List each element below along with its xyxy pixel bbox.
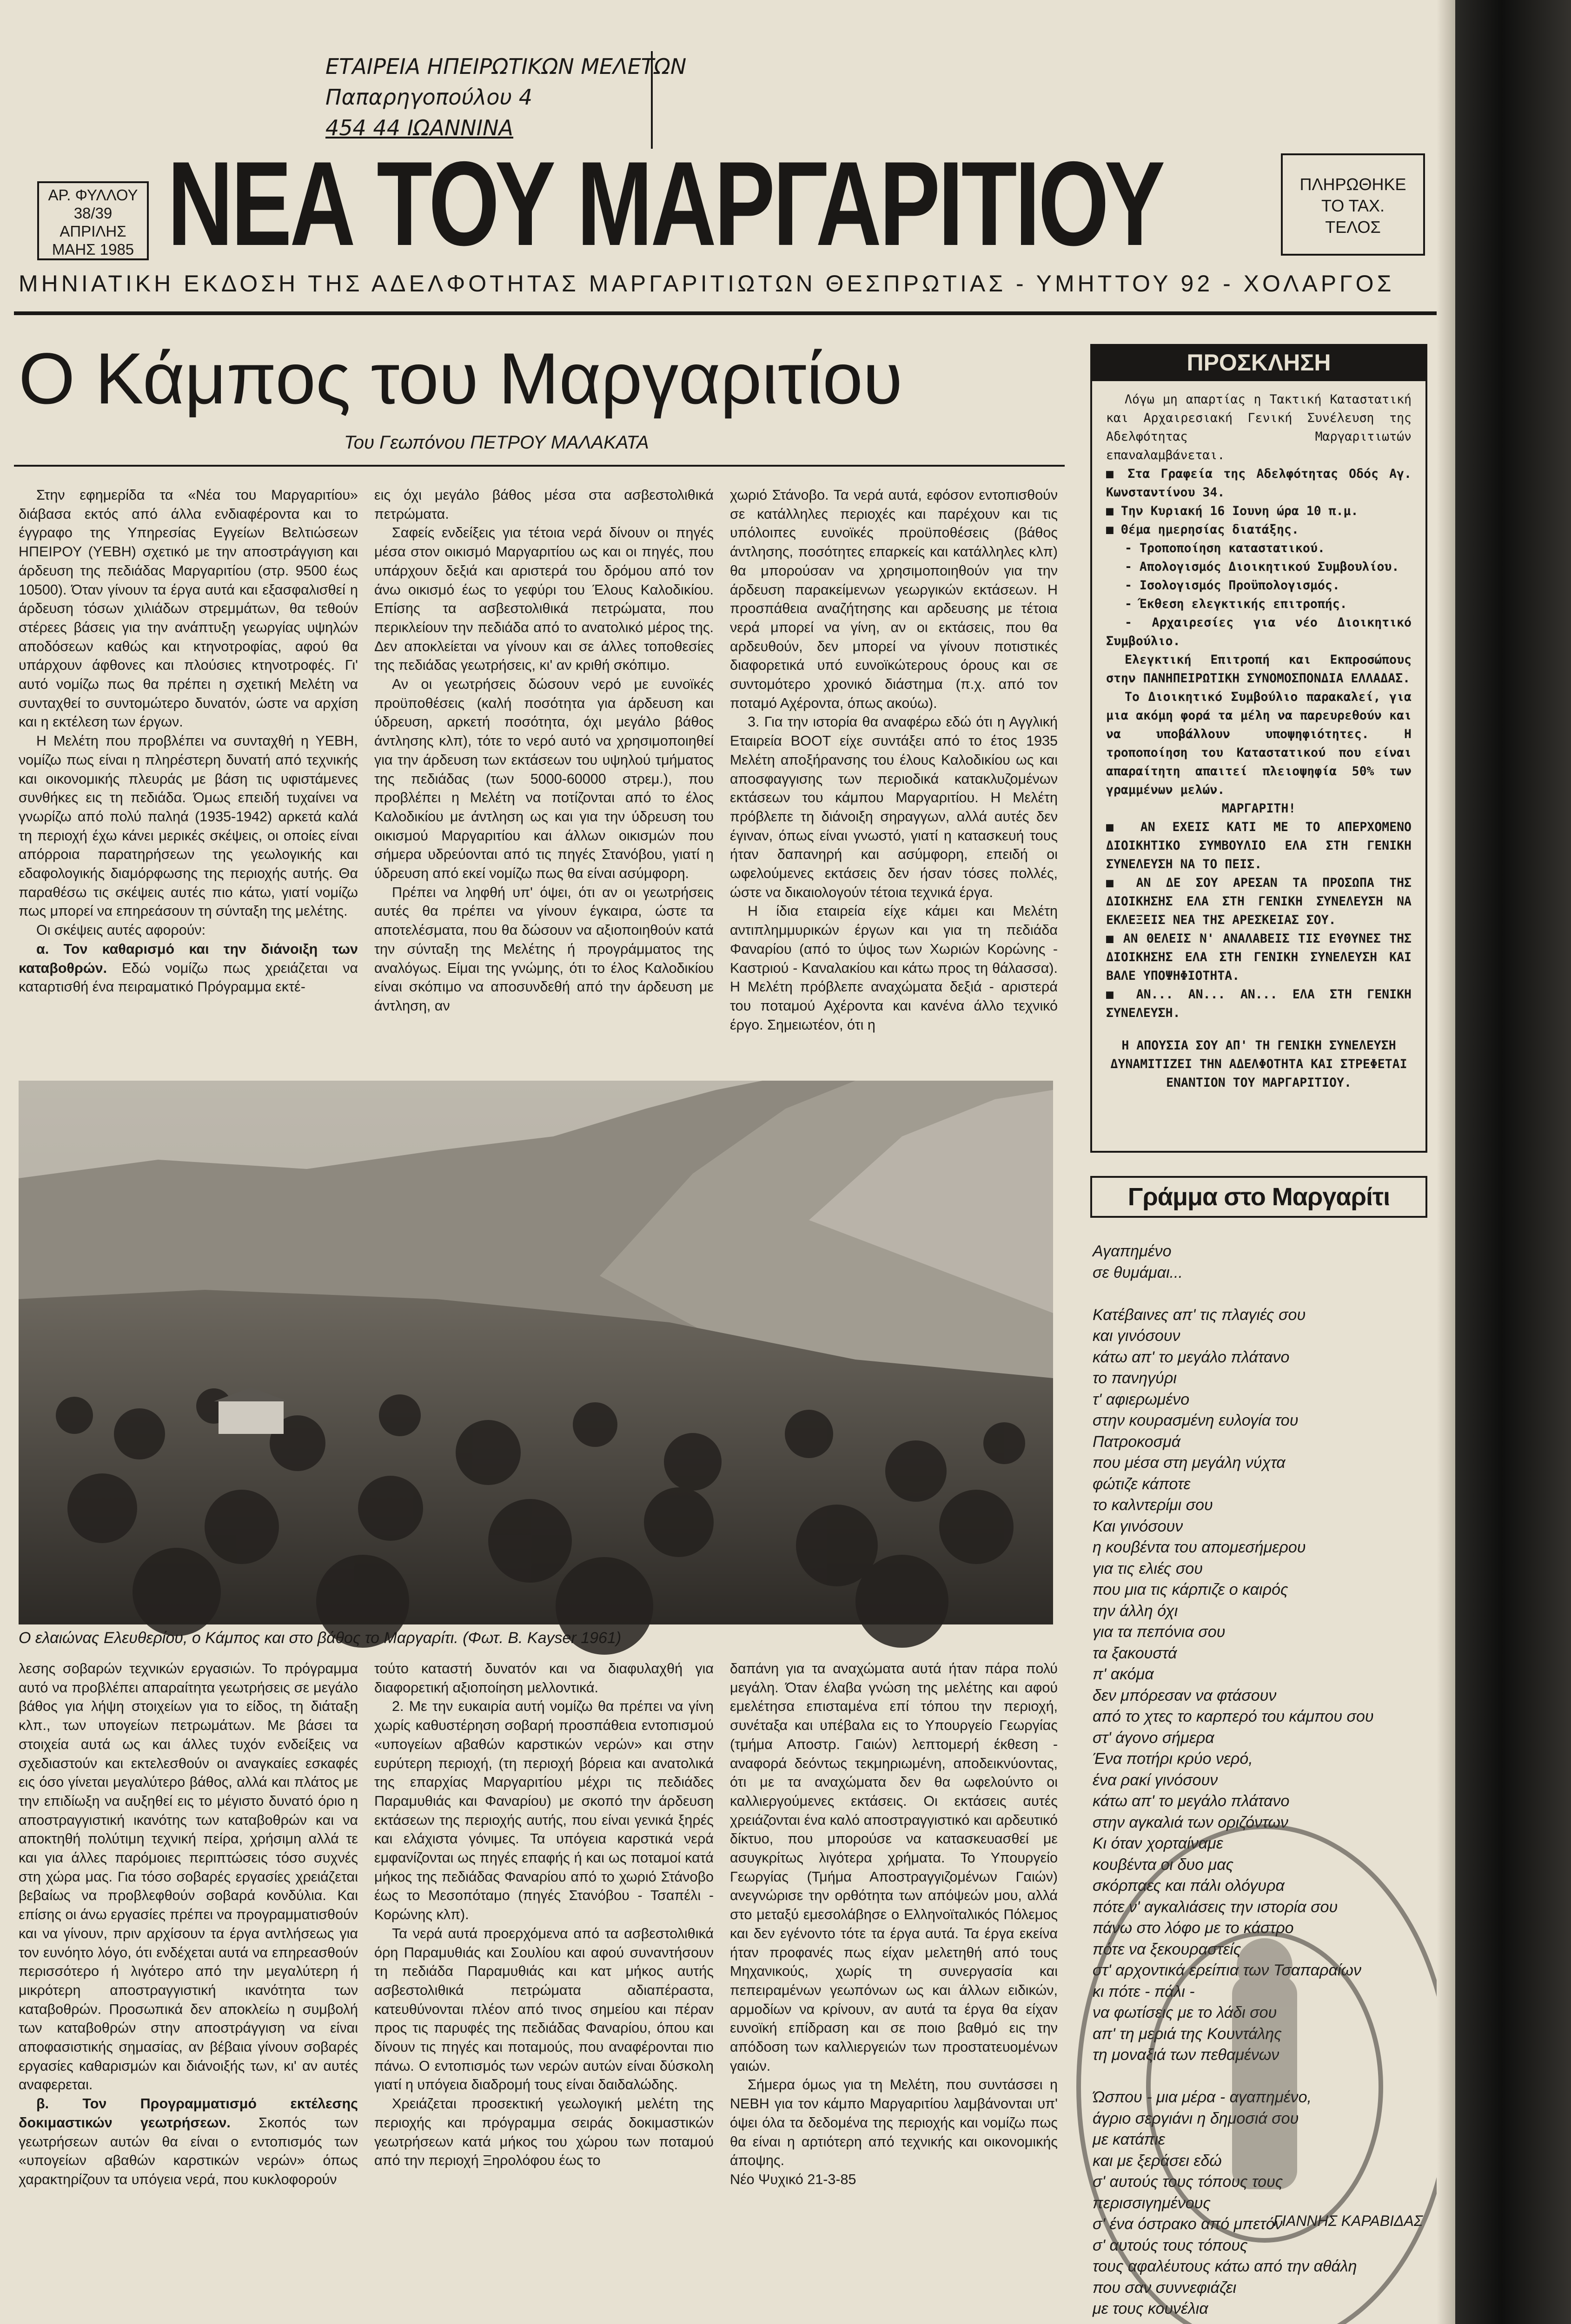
page-gutter-shadow [1437, 0, 1455, 2324]
paragraph-text: Σκοπός των γεωτρήσεων αυτών θα είναι ο εντοπισμός των «υπογείων αβαθών καρστικών νερών» όπως χαρακτηρίζουν τα υπόγεια νερά, που κυκλοφορούν [19, 2114, 358, 2187]
paragraph: τούτο καταστή δυνατόν και να διαφυλαχθή για διαφορετική αξιοποίηση μελλοντικά. [374, 1661, 714, 1696]
article-lower-column-3 [730, 1659, 1058, 2324]
masthead-rule [14, 311, 1441, 315]
poem-line: φώτιζε κάποτε [1093, 1475, 1191, 1493]
poem-line: κάτω απ' το μεγάλο πλάτανο [1093, 1792, 1290, 1810]
invitation-item: ■ Στα Γραφεία της Αδελφότητας Οδός Αγ. Κωνσταντίνου 34. [1106, 467, 1412, 500]
poem-line: πότε ν' αγκαλιάσεις την ιστορία σου [1093, 1898, 1338, 1916]
paragraph: δαπάνη για τα αναχώματα αυτά ήταν πάρα πολύ μεγάλη. Όταν έλαβα γνώση της μελέτης και αφού εμελέτησα επισταμένα επί τόπου την περιοχή, συνέταξα και υπέβαλα εις το Υπουργείο Γεωργίας (τμήμα Αποστρ. Γαιών) λεπτομερή έκθεση - αναφορά δεόντως τεκμηριωμένη, αποδεικνύοντας, ότι με τα αναχώματα δεν θα ωφελούντο οι καλλιεργούμενες εκτάσεις. Οι εκτάσεις αυτές χρειάζονται ένα καλό αποστραγγιστικό και αρδευτικό δίκτυο, που μπορούσε να κατασκευασθεί με ασυγκρίτως λιγότερα χρήματα. Το Υπουργείο Γεωργίας (Τμήμα Αποστραγγιζομένων Γαιών) ανεγνώρισε την ορθότητα των απόψεών μου, αλλά στο μεταξύ εμεσολάβησε ο Ελληνοϊταλικός Πόλεμος και δεν εγένοντο τότε τα έργα αυτά. Τα έργα εκείνα ήταν προφανές πως είχαν μελετηθή από τους Μηχανικούς, χωρίς τη συνεργασία και πεπειραμένων γεωπόνων ως και άλλων ειδικών, αρμοδίων να κρίνουν, αν αυτά τα έργα θα είχαν ευνοϊκή επίδραση και σε ποιο βαθμό εις την απόδοση των καλλιεργειών των προστατευομένων γαιών. [730, 1661, 1058, 2074]
agenda-item: Ελεγκτική Επιτροπή και Εκπροσώπους στην ΠΑΝΗΠΕΙΡΩΤΙΚΗ ΣΥΝΟΜΟΣΠΟΝΔΙΑ ΕΛΛΑΔΑΣ. [1106, 653, 1412, 686]
poem-line: σ' αυτούς τους τόπους [1093, 2236, 1248, 2254]
poem-line: στ' αρχοντικά ερείπια των Τσαπαραίων [1093, 1961, 1361, 1979]
poem-line: που μια τις κάρπιζε ο καιρός [1093, 1581, 1288, 1598]
agenda-item: - Έκθεση ελεγκτικής επιτροπής. [1125, 597, 1347, 611]
poem-line: Πατροκοσμά [1093, 1433, 1181, 1451]
subheading: β. Τον Προγραμματισμό εκτέλεσης δοκιμαστικών γεωτρήσεων. [19, 2096, 358, 2131]
paragraph: Στην εφημερίδα τα «Νέα του Μαργαριτίου» διάβασα εκτός από άλλα ενδιαφέροντα και το έγγραφο της Υπηρεσίας Εγγείων Βελτιώσεων ΗΠΕΙΡΟΥ (ΥΕΒΗ) σχετικό με την αποστράγγιση και άρδευση της πεδιάδας Μαργαριτίου (στρ. 9500 έως 10500). Όταν γίνουν τα έργα αυτά και εξασφαλισθεί η άρδευση τόσων χιλιάδων στρεμμάτων, θα τεθούν στέρεες βάσεις για την ανάπτυξη γεωργίας υψηλών αποδόσεων καθώς και κτηνοτροφίας, αφού θα υπάρχουν άφθονες και πλούσιες κτηνοτροφές. Γι' αυτό νομίζω πως θα πρέπει η σχετική Μελέτη να συνταχθεί το συντομώτερο δυνατόν, ώστε να αρχίση και η εκτέλεση των έργων. [19, 487, 358, 730]
paragraph: Πρέπει να ληφθή υπ' όψει, ότι αν οι γεωτρήσεις αυτές θα πρέπει να γίνουν έγκαιρα, ώστε τα αποτελέσματα, που θα δώσουν να αξιοποιηθούν κατά την σύνταξη της Μελέτης ή προγράμματος της αναλόγως. Είμαι της γνώμης, ότι το έλος Καλοδικίου είναι σκόπιμο να αποσυνδεθή από την άρδευση με άντληση, αν [374, 884, 714, 1014]
poem-line: τα ξακουστά [1093, 1644, 1177, 1662]
library-address-stamp [325, 51, 687, 149]
paragraph: εις όχι μεγάλο βάθος μέσα στα ασβεστολιθικά πετρώματα. [374, 487, 714, 522]
invitation-call: ■ ΑΝ ΕΧΕΙΣ ΚΑΤΙ ΜΕ ΤΟ ΑΠΕΡΧΟΜΕΝΟ ΔΙΟΙΚΗΤΙΚΟ ΣΥΜΒΟΥΛΙΟ ΕΛΑ ΣΤΗ ΓΕΝΙΚΗ ΣΥΝΕΛΕΥΣΗ ΝΑ ΤΟ ΠΕΙΣ. [1106, 820, 1412, 872]
poem-line: και γινόσουν [1093, 1327, 1180, 1345]
poem-line [1093, 1283, 1432, 1305]
poem-line: περισσιγημένους [1093, 2194, 1211, 2212]
poem-line: Κατέβαινες απ' τις πλαγιές σου [1093, 1306, 1306, 1324]
poem-line: το πανηγύρι [1093, 1369, 1177, 1387]
poem-line: τη μοναξιά των πεθαμένων [1093, 2046, 1279, 2064]
paragraph: Αν οι γεωτρήσεις δώσουν νερό με ευνοϊκές προϋποθέσεις (καλή ποσότητα για άρδευση και ύδρευση, αρκετή ποσότητα, όχι μεγάλο βάθος άντλησης κλπ), τότε το νερό αυτό να χρησιμοποιηθεί για την άρδευση των εκτάσεων του υψηλού τμήματος της πεδιάδας (των 5000-60000 στρεμ.), που προβλέπει η Μελέτη να ποτίζονται από το έλος Καλοδικίου με άντληση ως και για την ύδρευση του οικισμού Μαργαριτίου και άλλων οικισμών που σήμερα υδρεύονται από τις πηγές Στανόβου, γιατί η ύδρευση από εκεί νομίζω πως θα είναι ασύμφορη. [374, 676, 714, 882]
invitation-box [1090, 381, 1427, 1153]
paragraph: λεσης σοβαρών τεχνικών εργασιών. Το πρόγραμμα αυτό να προβλέπει απαραίτητα γεωτρήσεις σε μεγάλο βάθος για λήψη στοιχείων για το είδος, τη διάταξη κλπ., των υπογείων πετρωμάτων. Με βάσει τα στοιχεία αυτά ως και άλλες τυχόν ενδείξεις να σχεδιαστούν και εκτελεσθούν οι αναγκαίες εσκαφές εις όσο γίνεται μεγαλύτερο βάθος, αλλά και πλάτος με την επιδίωξη να αυξηθεί εις το μέγιστο δυνατό όριο η αποστραγγιστική ικανότης των καταβοθρών και να αποκτηθή πολύτιμη τεχνική πείρα, χρήσιμη αλλά τε και για άλλες παρόμοιες περιπτώσεις τόσο συχνές στη χώρα μας. Για τόσο σοβαρές εργασίες χρειάζεται βεβαίως να προβλεφθούν σοβαρά κονδύλια. Και επίσης οι άνω εργασίες πρέπει να προγραμματισθούν και να γίνουν, πριν αρχίσουν τα έργα αντλήσεως για τον ευνόητο λόγο, ότι ενδέχεται αυτά να επηρεασθούν περισσότερο ή λιγότερο από την μεγαλύτερη ή μικρότερη αποστραγγιστική ικανότητα των καταβοθρών. Προσωπικά δεν αποκλείω η συμβολή των καταβοθρών στην αποστράγγιση να είναι αποφασιστικής σημασίας, αν βέβαια γίνουν σοβαρές εργασίες καθαρισμών και διάνοιξής των, κι' αν αυτές αναφερεται. [19, 1661, 358, 2093]
poem-line: που σαν συννεφιάζει [1093, 2278, 1237, 2297]
poem-line: δεν μπόρεσαν να φτάσουν [1093, 1686, 1277, 1704]
paragraph [19, 2094, 358, 2189]
poem-line: π' ακόμα [1093, 1665, 1154, 1683]
issue-month-1: ΑΠΡΙΛΗΣ [60, 223, 126, 240]
invitation-intro: Λόγω μη απαρτίας η Τακτική Καταστατική και Αρχαιρεσιακή Γενική Συνέλευση της Αδελφότητας Μαργαριτιωτών επαναλαμβάνεται. [1106, 392, 1412, 462]
poem-line: απ' τη μεριά της Κουντάλης [1093, 2025, 1282, 2043]
invitation-item: ■ Την Κυριακή 16 Ιουνη ώρα 10 π.μ. [1106, 504, 1359, 518]
paragraph: Σαφείς ενδείξεις για τέτοια νερά δίνουν οι πηγές μέσα στον οικισμό Μαργαριτίου ως και οι πηγές, που υπάρχουν δεξιά και αριστερά του δρόμου από τον άνω οικισμό έως το γεφύρι του Έλους Καλοδικίου. Επίσης τα ασβεστολιθικά πετρώματα, που περικλείουν την πεδιάδα από το ανατολικό μέρος της. Δεν αποκλείεται να γίνουν και σε άλλες τοποθεσίες της πεδιάδας γεωτρήσεις, κι' αν κριθή σκόπιμο. [374, 525, 714, 673]
letter-heading: Γράμμα στο Μαργαρίτι [1090, 1176, 1427, 1218]
poem-line: στην αγκαλιά των οριζόντων [1093, 1813, 1288, 1831]
paragraph: 2. Με την ευκαιρία αυτή νομίζω θα πρέπει να γίνη χωρίς καθυστέρηση σοβαρή προσπάθεια εντοπισμού «υπογείων αβαθών καρστικών νερών» και στην ευρύτερη περιοχή, (τη περιοχή βόρεια και ανατολικά της επαρχίας Μαργαριτίου μέχρι τις πεδιάδες Παραμυθιάς και Φαναρίου) με σκοπό την άρδευση εκτάσεων της περιοχής αυτής, που είναι γενικά ξηρές και ελάχιστα γόνιμες. Τα υπόγεια καρστικά νερά εμφανίζονται ως πηγές επαφής ή και ως ποταμοί κατά μήκος της πεδιάδας Φαναρίου από το χωριό Στάνοβο έως το Μεσοπόταμο (πηγές Στανόβου - Τσαπέλι - Κορώνης κλπ). [374, 1698, 714, 1923]
poem-line: και με ξεράσει εδώ [1093, 2152, 1222, 2170]
paragraph [19, 940, 358, 997]
article-column-3 [730, 486, 1058, 1071]
stamp-line-2: Παπαρηγοπούλου 4 [325, 85, 532, 110]
invitation-closing: Η ΑΠΟΥΣΙΑ ΣΟΥ ΑΠ' ΤΗ ΓΕΝΙΚΗ ΣΥΝΕΛΕΥΣΗ ΔΥΝΑΜΙΤΙΖΕΙ ΤΗΝ ΑΔΕΛΦΟΤΗΤΑ ΚΑΙ ΣΤΡΕΦΕΤΑΙ ΕΝΑΝΤΙΟΝ ΤΟΥ ΜΑΡΓΑΡΙΤΙΟΥ. [1110, 1038, 1407, 1090]
postage-line-3: ΤΕΛΟΣ [1325, 218, 1381, 237]
paragraph: Τα νερά αυτά προερχόμενα από τα ασβεστολιθικά όρη Παραμυθιάς και Σουλίου και αφού συναντήσουν τη πεδιάδα Παραμυθιάς και κατ μήκος αυτής ασβεστολιθικά πετρώματα αδιαπέραστα, κατευθύνονται πλέον από τινος σημείου και πέραν προς τις παρυφές της πεδιάδας Φαναρίου, όπου και δίνουν τις πηγές και ποταμούς, που αναφέρονται πιο πάνω. Ο εντοπισμός των νερών αυτών είναι δύσκολη γιατί η υπόγεια διαδρομή τους είναι δαιδαλώδης. [374, 1925, 714, 2093]
poem-line: με τους κουνέλια [1093, 2300, 1208, 2317]
poem-line: πάνω στο λόφο με το κάστρο [1093, 1919, 1294, 1937]
poem-line: ένα ρακί γινόσουν [1093, 1771, 1218, 1789]
poem-line: άγριο σεργιάνι η δημοσιά σου [1093, 2109, 1299, 2127]
poem-line: η κουβέντα του απομεσήμερου [1093, 1538, 1306, 1556]
stamp-line-1: ΕΤΑΙΡΕΙΑ ΗΠΕΙΡΩΤΙΚΩΝ ΜΕΛΕΤΩΝ [325, 54, 687, 79]
issue-month-2: ΜΑΗΣ 1985 [52, 241, 134, 258]
poem-line: σ' ένα όστρακο από μπετόν [1093, 2215, 1283, 2233]
paragraph: 3. Για την ιστορία θα αναφέρω εδώ ότι η Αγγλική Εταιρεία ΒΟΟΤ είχε συντάξει από το έτος 1935 Μελέτη αποξήρανσης του έλους Καλοδικίου ως και αποσφαγγισης των περιοδικά κατακλυζομένων εκτάσεων του κάμπου Μαργαριτίου. Η Μελέτη πρόβλεπε τη διάνοιξη σηραγγων, αλλά αυτές δεν έγιναν, όπως είναι γνωστό, γιατί η κατασκευή τους ήταν δαπανηρή και ασύμφορη, επειδή οι ωφελούμενες εκτάσεις δεν ήσαν τόσες πολλές, ώστε να δικαιολογούν τέτοια τεχνικά έργα. [730, 714, 1058, 900]
issue-info-box [37, 181, 149, 260]
agenda-item: - Ισολογισμός Προϋπολογισμός. [1125, 578, 1340, 593]
poem-line: Ένα ποτήρι κρύο νερό, [1093, 1750, 1253, 1768]
invitation-call: ■ ΑΝ... ΑΝ... ΑΝ... ΕΛΑ ΣΤΗ ΓΕΝΙΚΗ ΣΥΝΕΛΕΥΣΗ. [1106, 987, 1412, 1020]
poem-line: το καλντερίμι σου [1093, 1496, 1213, 1514]
invitation-item: ■ Θέμα ημερησίας διατάξης. [1106, 522, 1299, 537]
poem-line: κουβέντα οι δυο μας [1093, 1855, 1234, 1874]
postage-line-1: ΠΛΗΡΩΘΗΚΕ [1299, 175, 1406, 194]
poem-line: για τα πεπόνια σου [1093, 1623, 1226, 1641]
paragraph: Χρειάζεται προσεκτική γεωλογική μελέτη της περιοχής και πρόγραμμα σειράς δοκιμαστικών γεωτρήσεων κατά μήκος του χώρου των ποταμού από την περιοχή Ξηρολόφου έως το [374, 2096, 714, 2169]
poem-line: κάτω απ' το μεγάλο πλάτανο [1093, 1348, 1290, 1366]
poem-line: την άλλη όχι [1093, 1602, 1178, 1620]
invitation-heading: ΠΡΟΣΚΛΗΣΗ [1090, 344, 1427, 381]
article-headline: Ο Κάμπος του Μαργαριτίου [19, 338, 903, 419]
poem-line: Ώσπου - μια μέρα - αγαπημένο, [1093, 2088, 1312, 2106]
invitation-cheer: ΜΑΡΓΑΡΙΤΗ! [1221, 801, 1296, 816]
masthead-title: ΝΕΑ ΤΟΥ ΜΑΡΓΑΡΙΤΙΟΥ [167, 136, 1163, 271]
poem-line: Και γινόσουν [1093, 1517, 1183, 1535]
poem-line: τ' αφιερωμένο [1093, 1390, 1190, 1408]
poem-line: κι πότε - πάλι - [1093, 1982, 1195, 2000]
poem-line: Κι όταν χορταίναμε [1093, 1835, 1223, 1852]
library-seal-stamp [1055, 1780, 1474, 2324]
book-binding [1455, 0, 1571, 2324]
paragraph: Οι σκέψεις αυτές αφορούν: [36, 922, 206, 938]
issue-number: 38/39 [73, 205, 113, 222]
poem-line: με κατάπιε [1093, 2131, 1165, 2148]
poem-line: για τις ελιές σου [1093, 1559, 1203, 1578]
agenda-item: - Απολογισμός Διοικητικού Συμβουλίου. [1125, 560, 1399, 574]
poem-line: σ' αυτούς τους τόπους τους [1093, 2173, 1283, 2191]
article-lower-column-2 [374, 1659, 714, 2324]
poem-line: που μέσα στη μεγάλη νύχτα [1093, 1454, 1286, 1472]
landscape-photo [19, 1081, 1053, 1624]
poem-line: σε θυμάμαι... [1093, 1263, 1183, 1281]
poem-line: στην κουρασμένη ευλογία του [1093, 1412, 1299, 1429]
poem-line: να φωτίσεις με το λάδι σου [1093, 2004, 1277, 2021]
poem-line: τους αφαλέυτους κάτω από την αθάλη [1093, 2258, 1357, 2275]
paragraph: Σήμερα όμως για τη Μελέτη, που συντάσσει η ΝΕΒΗ για τον κάμπο Μαργαριτίου λαμβάνονται υπ' όψει όλα τα δεδομένα της περιοχής και νομίζω πως θα είναι η αρτιότερη από τεχνικής και οικονομικής άποψης. [730, 2077, 1058, 2169]
paragraph: χωριό Στάνοβο. Τα νερά αυτά, εφόσον εντοπισθούν σε κατάλληλες περιοχές και παρέχουν και τις υπόλοιπες ευνοϊκές προϋποθέσεις (βάθος άντλησης, ποσότητες επαρκείς και κατάλληλες κλπ) θα μπορούσαν να χρησιμοποιηθούν για την άρδευση παρακείμενων γεωργικών εκτάσεων. Η προσπάθεια αναζήτησης και αρδευσης με τέτοια νερά μπορεί να γίνη, αν οι εκτάσεις, που θα αρδευθούν, δεν μπορεί να γίνουν ποτιστικές διαφορετικά υπό ευνοϊκώτερους όρους και σε συντομότερο χρονικό διάστημα (π.χ. από τον ποταμό Αχέροντα, όπως ακούω). [730, 487, 1058, 711]
landscape-photo-drawing [19, 1081, 1053, 1624]
postage-line-2: ΤΟ ΤΑΧ. [1321, 196, 1385, 215]
dateline: Νέο Ψυχικό 21-3-85 [730, 2171, 856, 2187]
article-column-1 [19, 486, 358, 1071]
photo-caption: Ο ελαιώνας Ελευθερίου, ο Κάμπος και στο βάθος το Μαργαρίτι. (Φωτ. Β. Kayser 1961) [19, 1629, 622, 1647]
invitation-call: ■ ΑΝ ΔΕ ΣΟΥ ΑΡΕΣΑΝ ΤΑ ΠΡΟΣΩΠΑ ΤΗΣ ΔΙΟΙΚΗΣΗΣ ΕΛΑ ΣΤΗ ΓΕΝΙΚΗ ΣΥΝΕΛΕΥΣΗ ΝΑ ΕΚΛΕΞΕΙΣ ΝΕΑ ΤΗΣ ΑΡΕΣΚΕΙΑΣ ΣΟΥ. [1106, 876, 1412, 927]
postage-paid-box [1281, 153, 1425, 256]
poem-line: σκόρπαες και πάλι ολόγυρα [1093, 1877, 1285, 1895]
stamp-line-3: 454 44 ΙΩΑΝΝΙΝΑ [325, 115, 514, 140]
invitation-paragraph: Το Διοικητικό Συμβούλιο παρακαλεί, για μια ακόμη φορά τα μέλη να παρευρεθούν και να υποβάλλουν υποψηφιότητες. Η τροποποίηση του Καταστατικού που είναι απαραίτητη απαιτεί πλειοψηφία 50% των γραμμένων μελών. [1106, 690, 1412, 797]
invitation-call: ■ ΑΝ ΘΕΛΕΙΣ Ν' ΑΝΑΛΑΒΕΙΣ ΤΙΣ ΕΥΘΥΝΕΣ ΤΗΣ ΔΙΟΙΚΗΣΗΣ ΕΛΑ ΣΤΗ ΓΕΝΙΚΗ ΣΥΝΕΛΕΥΣΗ ΚΑΙ ΒΑΛΕ ΥΠΟΨΗΦΙΟΤΗΤΑ. [1106, 931, 1412, 983]
article-lower-column-1 [19, 1659, 358, 2324]
issue-label: ΑΡ. ΦΥΛΛΟΥ [48, 186, 138, 204]
agenda-item: - Αρχαιρεσίες για νέο Διοικητικό Συμβούλιο. [1106, 615, 1412, 648]
article-byline: Του Γεωπόνου ΠΕΤΡΟΥ ΜΑΛΑΚΑΤΑ [344, 432, 649, 453]
poem-signature: ΓΙΑΝΝΗΣ ΚΑΡΑΒΙΔΑΣ [1273, 2212, 1423, 2229]
masthead-subtitle: ΜΗΝΙΑΤΙΚΗ ΕΚΔΟΣΗ ΤΗΣ ΑΔΕΛΦΟΤΗΤΑΣ ΜΑΡΓΑΡΙΤΙΩΤΩΝ ΘΕΣΠΡΩΤΙΑΣ - ΥΜΗΤΤΟΥ 92 - ΧΟΛΑΡΓΟΣ [19, 271, 1395, 297]
paragraph: Η ίδια εταιρεία είχε κάμει και Μελέτη αντιπλημμυρικών έργων και για τη πεδιάδα Φαναρίου (από το ύψος των Χωριών Κορώνης - Καστριού - Καναλακίου και κάτω προς τη θάλασσα). Η Μελέτη πρόβλεπε αναχώματα δεξιά - αριστερά του ποταμού Αχέροντα και κανένα άλλο τεχνικό έργο. Σημειωτέον, ότι η [730, 903, 1058, 1033]
poem-line: στ' άγονο σήμερα [1093, 1729, 1214, 1747]
paragraph-text: Εδώ νομίζω πως χρειάζεται να καταρτισθή ένα πειραματικό Πρόγραμμα εκτέ- [19, 960, 358, 995]
agenda-item: - Τροποποίηση καταστατικού. [1125, 541, 1325, 555]
poem-line: από το χτες το καρπερό του κάμπου σου [1093, 1708, 1374, 1725]
subheading: α. Τον καθαρισμό και την διάνοιξη των καταβοθρών. [19, 941, 358, 976]
poem-line: πότε να ξεκουραστείς [1093, 1940, 1241, 1958]
byline-rule [14, 465, 1065, 467]
paragraph: Η Μελέτη που προβλέπει να συνταχθή η ΥΕΒΗ, νομίζω πως είναι η πληρέστερη δυνατή από τεχνικής και οικονομικής πλευράς με βάση τις υφιστάμενες συνθήκες εις τη πεδιάδα. Όμως επειδή τυχαίνει να γνωρίζω από πολύ παληά (1935-1942) αρκετά καλά τη περιοχή έχω κάνει μερικές σκέψεις, οι οποίες είναι απόρροια παρατηρήσεων της γεωλογικής και εδαφολογικής διαμόρφωσης της περιοχής αυτής. Θα παραθέσω τις σκέψεις αυτές πιο κάτω, γιατί νομίζω πως μπορεί να επηρεάσουν τη σύνταξη της μελέτης. [19, 733, 358, 919]
article-column-2 [374, 486, 714, 1071]
poem-line: Αγαπημένο [1093, 1242, 1172, 1260]
